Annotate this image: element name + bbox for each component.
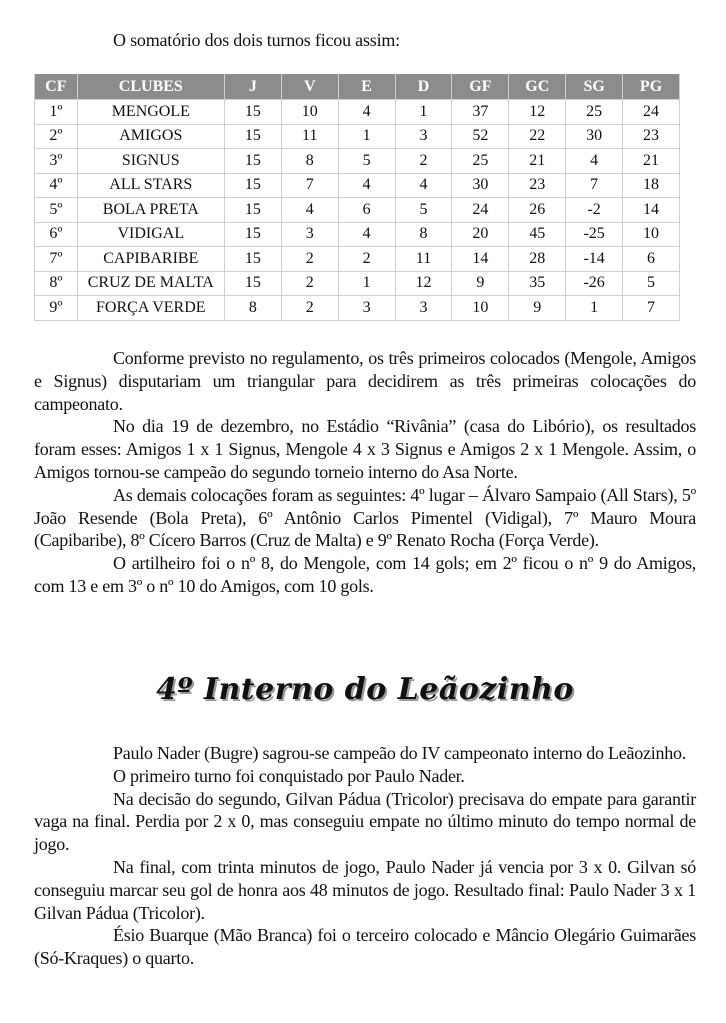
- table-cell-gc: 45: [509, 222, 566, 247]
- paragraph: O primeiro turno foi conquistado por Paulo Nader.: [113, 765, 465, 786]
- paragraph: O artilheiro foi o nº 8, do Mengole, com 14 gols; em 2º ficou o nº 9 do Amigos, com 13 e em 3º o nº 10 do Amigos, com 10 gols.: [34, 553, 696, 596]
- table-cell-gf: 9: [452, 271, 509, 296]
- table-cell-e: 1: [338, 271, 395, 296]
- table-cell-v: 4: [281, 198, 338, 223]
- table-cell-clubes: VIDIGAL: [77, 222, 224, 247]
- section-1-text: [34, 347, 696, 598]
- table-cell-v: 8: [281, 149, 338, 174]
- table-cell-sg: -2: [566, 198, 623, 223]
- table-cell-sg: 7: [566, 173, 623, 198]
- table-row: [35, 222, 680, 247]
- table-cell-pg: 21: [623, 149, 680, 174]
- section-2-text: [34, 742, 696, 970]
- table-cell-pg: 24: [623, 100, 680, 125]
- table-cell-clubes: MENGOLE: [77, 100, 224, 125]
- table-cell-j: 15: [224, 271, 281, 296]
- paragraph: Na final, com trinta minutos de jogo, Paulo Nader já vencia por 3 x 0. Gilvan só conseguiu marcar seu gol de honra aos 48 minutos de jogo. Resultado final: Paulo Nader 3 x 1 Gilvan Pádua (Tricolor).: [34, 856, 696, 923]
- column-header: CF: [35, 74, 78, 100]
- column-header: PG: [623, 74, 680, 100]
- table-row: [35, 271, 680, 296]
- column-header: SG: [566, 74, 623, 100]
- table-cell-gc: 9: [509, 296, 566, 321]
- table-cell-d: 11: [395, 247, 452, 272]
- table-cell-j: 15: [224, 222, 281, 247]
- table-cell-pg: 18: [623, 173, 680, 198]
- paragraph: Paulo Nader (Bugre) sagrou-se campeão do IV campeonato interno do Leãozinho.: [113, 743, 686, 763]
- table-cell-gc: 23: [509, 173, 566, 198]
- table-cell-clubes: CAPIBARIBE: [77, 247, 224, 272]
- table-cell-sg: -26: [566, 271, 623, 296]
- table-cell-gc: 12: [509, 100, 566, 125]
- table-row: [35, 198, 680, 223]
- table-cell-gc: 22: [509, 124, 566, 149]
- table-cell-v: 2: [281, 271, 338, 296]
- table-body: [35, 100, 680, 321]
- table-cell-v: 11: [281, 124, 338, 149]
- table-cell-pg: 6: [623, 247, 680, 272]
- paragraph: As demais colocações foram as seguintes: 4º lugar – Álvaro Sampaio (All Stars), 5º João Resende (Bola Preta), 6º Antônio Carlos Pimentel (Vidigal), 7º Mauro Moura (Capibaribe), 8º Cícero Barros (Cruz de Malta) e 9º Renato Rocha (Força Verde).: [34, 484, 696, 551]
- table-cell-d: 8: [395, 222, 452, 247]
- table-cell-clubes: BOLA PRETA: [77, 198, 224, 223]
- table-cell-sg: 1: [566, 296, 623, 321]
- table-cell-cf: 3º: [35, 149, 78, 174]
- table-cell-cf: 5º: [35, 198, 78, 223]
- table-cell-v: 10: [281, 100, 338, 125]
- table-cell-clubes: CRUZ DE MALTA: [77, 271, 224, 296]
- table-cell-gf: 20: [452, 222, 509, 247]
- table-cell-e: 4: [338, 222, 395, 247]
- table-cell-gf: 14: [452, 247, 509, 272]
- table-cell-j: 15: [224, 149, 281, 174]
- table-row: [35, 149, 680, 174]
- table-cell-d: 4: [395, 173, 452, 198]
- table-cell-v: 7: [281, 173, 338, 198]
- table-cell-pg: 14: [623, 198, 680, 223]
- table-cell-sg: -14: [566, 247, 623, 272]
- table-row: [35, 247, 680, 272]
- table-cell-gf: 52: [452, 124, 509, 149]
- table-cell-clubes: SIGNUS: [77, 149, 224, 174]
- table-cell-e: 5: [338, 149, 395, 174]
- column-header: D: [395, 74, 452, 100]
- table-cell-v: 2: [281, 296, 338, 321]
- table-cell-gc: 26: [509, 198, 566, 223]
- table-cell-gc: 21: [509, 149, 566, 174]
- table-cell-gf: 10: [452, 296, 509, 321]
- table-cell-cf: 7º: [35, 247, 78, 272]
- table-cell-clubes: FORÇA VERDE: [77, 296, 224, 321]
- table-cell-cf: 4º: [35, 173, 78, 198]
- table-cell-clubes: AMIGOS: [77, 124, 224, 149]
- column-header: V: [281, 74, 338, 100]
- table-cell-pg: 10: [623, 222, 680, 247]
- table-cell-sg: 30: [566, 124, 623, 149]
- table-row: [35, 124, 680, 149]
- table-cell-e: 4: [338, 100, 395, 125]
- table-cell-j: 8: [224, 296, 281, 321]
- paragraph: Ésio Buarque (Mão Branca) foi o terceiro colocado e Mâncio Olegário Guimarães (Só-Kraques) o quarto.: [34, 925, 696, 969]
- table-cell-cf: 9º: [35, 296, 78, 321]
- table-cell-gc: 35: [509, 271, 566, 296]
- table-cell-j: 15: [224, 247, 281, 272]
- table-cell-cf: 6º: [35, 222, 78, 247]
- table-row: [35, 173, 680, 198]
- table-cell-cf: 2º: [35, 124, 78, 149]
- table-cell-j: 15: [224, 198, 281, 223]
- column-header: GF: [452, 74, 509, 100]
- table-cell-d: 3: [395, 124, 452, 149]
- column-header: CLUBES: [77, 74, 224, 100]
- table-cell-d: 1: [395, 100, 452, 125]
- paragraph: Conforme previsto no regulamento, os três primeiros colocados (Mengole, Amigos e Signus) disputariam um triangular para decidirem as três primeiras colocações do campeonato.: [34, 348, 696, 414]
- paragraph: Na decisão do segundo, Gilvan Pádua (Tricolor) precisava do empate para garantir vaga na final. Perdia por 2 x 0, mas conseguiu empate no último minuto do tempo normal de jogo.: [34, 788, 696, 855]
- standings-table: [34, 74, 680, 321]
- table-cell-e: 2: [338, 247, 395, 272]
- table-cell-j: 15: [224, 124, 281, 149]
- table-cell-d: 5: [395, 198, 452, 223]
- table-cell-sg: 25: [566, 100, 623, 125]
- table-cell-pg: 5: [623, 271, 680, 296]
- table-cell-sg: 4: [566, 149, 623, 174]
- section-heading: 4º Interno do Leãozinho: [156, 672, 574, 707]
- table-cell-e: 4: [338, 173, 395, 198]
- intro-text: O somatório dos dois turnos ficou assim:: [113, 30, 400, 50]
- table-cell-gc: 28: [509, 247, 566, 272]
- table-cell-pg: 23: [623, 124, 680, 149]
- column-header: J: [224, 74, 281, 100]
- table-cell-cf: 8º: [35, 271, 78, 296]
- table-row: [35, 296, 680, 321]
- table-cell-e: 3: [338, 296, 395, 321]
- table-cell-v: 3: [281, 222, 338, 247]
- table-cell-gf: 37: [452, 100, 509, 125]
- table-cell-gf: 25: [452, 149, 509, 174]
- column-header: GC: [509, 74, 566, 100]
- column-header: E: [338, 74, 395, 100]
- table-cell-pg: 7: [623, 296, 680, 321]
- table-cell-e: 1: [338, 124, 395, 149]
- table-cell-j: 15: [224, 100, 281, 125]
- table-cell-v: 2: [281, 247, 338, 272]
- table-cell-j: 15: [224, 173, 281, 198]
- table-cell-cf: 1º: [35, 100, 78, 125]
- table-cell-gf: 30: [452, 173, 509, 198]
- table-cell-d: 2: [395, 149, 452, 174]
- table-cell-clubes: ALL STARS: [77, 173, 224, 198]
- table-cell-gf: 24: [452, 198, 509, 223]
- table-row: [35, 100, 680, 125]
- table-cell-e: 6: [338, 198, 395, 223]
- paragraph: No dia 19 de dezembro, no Estádio “Rivânia” (casa do Libório), os resultados foram esses: Amigos 1 x 1 Signus, Mengole 4 x 3 Signus e Amigos 2 x 1 Mengole. Assim, o Amigos tornou-se campeão do segundo torneio interno do Asa Norte.: [34, 416, 696, 482]
- table-header-row: [35, 74, 680, 100]
- table-cell-d: 12: [395, 271, 452, 296]
- table-cell-d: 3: [395, 296, 452, 321]
- table-cell-sg: -25: [566, 222, 623, 247]
